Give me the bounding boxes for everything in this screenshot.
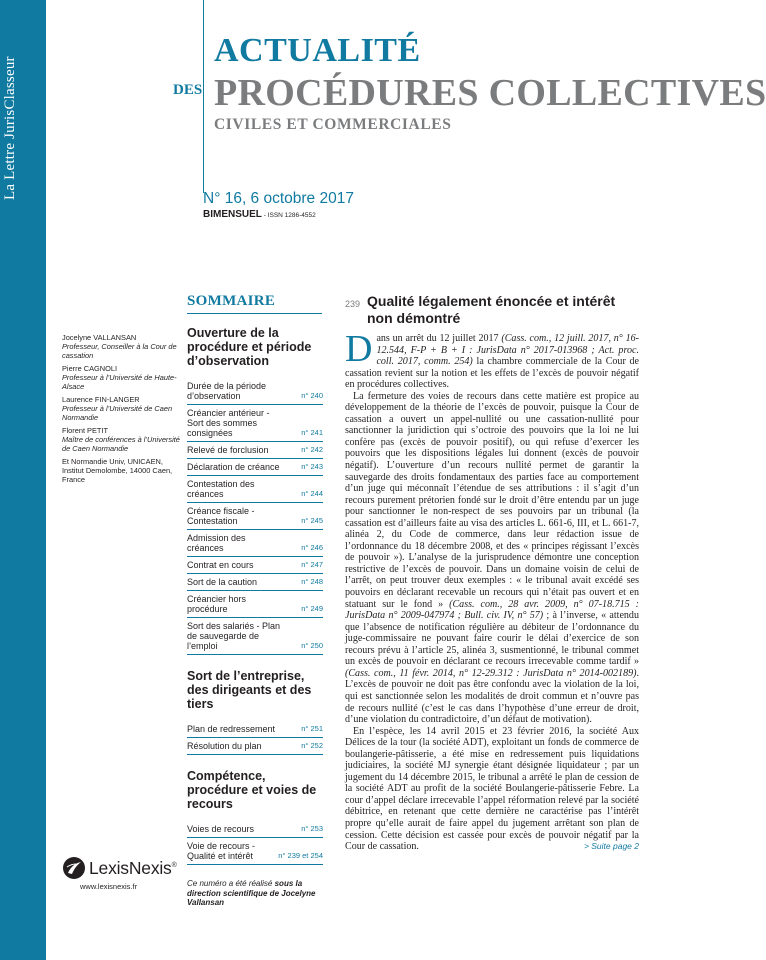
toc-item-label: Sort de la caution (187, 577, 258, 587)
drop-cap: D (345, 328, 373, 370)
toc-item[interactable] (187, 530, 323, 557)
toc-item-label: Sort des salariés - Plan de sauvegarde de l’emploi (187, 621, 281, 651)
logo-wordmark (89, 858, 177, 879)
issue-number: N° 16, 6 octobre 2017 (203, 190, 354, 207)
citation: (Cass. com., 28 avr. 2009, n° 07-18.715 : JurisData n° 2009-047974 ; Bull. civ. IV, n° 57) (345, 598, 639, 622)
text-run: En l’espèce, les 14 avril 2015 et 23 février 2016, la société Aux Délices de la tour (la société ADT), exploitant un fonds de commerce de boulangerie-pâtisserie, a été mise en redressement puis liquidations judiciaires, la société MJ synergie étant désignée liquidateur ; par un jugement du 14 décembre 2015, le tribunal a arrêté le plan de cession de la société ADT au profit de la société Boulangerie-pâtisserie Febre. La cour d’appel déclare irrecevable l’appel réformation relevé par la société débitrice, en retenant que cette dernière ne caractérise pas l’intérêt propre qu’elle aurait de faire appel du jugement arrêtant son plan de cession. Cette décision est cassée pour excès de pouvoir négatif par la Cour de cassation. (345, 725, 639, 853)
toc-item-number: n° 241 (301, 428, 323, 437)
lexisnexis-emblem-icon (62, 856, 86, 880)
toc-item[interactable] (187, 503, 323, 530)
toc-item-number: n° 252 (301, 741, 323, 750)
toc-item-label: Déclaration de créance (187, 462, 280, 472)
toc-item-label: Contrat en cours (187, 560, 254, 570)
toc-item-number: n° 251 (301, 724, 323, 733)
article-paragraph (345, 391, 639, 726)
toc-item-number: n° 240 (301, 391, 323, 400)
toc-section-title: Compétence, procédure et voies de recours (187, 769, 317, 811)
toc-item[interactable] (187, 459, 323, 476)
toc-item[interactable] (187, 476, 323, 503)
contributor (62, 457, 182, 484)
editorial-note-prefix: Ce numéro a été réalisé (187, 879, 275, 888)
title-actualite: ACTUALITÉ (214, 32, 421, 69)
toc-item-label: Voies de recours (187, 824, 255, 834)
toc-item-label: Voie de recours - Qualité et intérêt (187, 841, 256, 861)
sidebar-brand-text: La Lettre JurisClasseur (2, 56, 18, 200)
contributor-name: Laurence FIN-LANGER (62, 395, 140, 404)
sommaire-title: SOMMAIRE (187, 293, 276, 309)
article-paragraph (345, 726, 639, 853)
toc-item-number: n° 244 (301, 489, 323, 498)
citation: (Cass. com., 11 févr. 2014, n° 12-29.312 : JurisData n° 2014-002189) (345, 667, 637, 679)
toc-item-label: Créancier hors procédure (187, 594, 247, 614)
toc-item-number: n° 243 (301, 462, 323, 471)
toc-item[interactable] (187, 591, 323, 618)
periodicity-label: BIMENSUEL (203, 209, 262, 220)
title-des: DES (173, 82, 203, 98)
contributor-name: Jocelyne VALLANSAN (62, 333, 137, 342)
toc-item[interactable] (187, 405, 323, 442)
toc-item-label: Plan de redressement (187, 724, 276, 734)
toc-section (187, 669, 323, 755)
article-paragraph (345, 328, 640, 391)
lexisnexis-logo (62, 856, 177, 880)
text-run: La fermeture des voies de recours dans cette matière est propice au développement de la théorie de l’excès de pouvoir, puisque la Cour de cassation a ouvert un appel-nullité ou une cassation-nullité pour sanctionner la juridiction qui s’octroie des pouvoirs que la loi ne lui confère pas (excès de pouvoir positif), ou qui refuse d’exercer les pouvoirs que les dispositions légales lui donnent (excès de pouvoir négatif). L’ouverture d’un recours nullité permet de garantir la sauvegarde des droits fondamentaux des parties face au comportement d’un juge qui méconnaît l’étendue de ses attributions : il s’agit d’un recours purement prétorien fondé sur le droit d’être entendu par un juge pour sanctionner le non-respect de ses pouvoirs par un tribunal (la cassation est d’ailleurs faite au visa des articles L. 661-6, III, et L. 661-7, alinéa 2, du Code de commerce, dans leur rédaction issue de l’ordonnance du 18 décembre 2008, et des « principes régissant l’excès de pouvoir »). L’analyse de la jurisprudence démontre une conception restrictive de l’excès de pouvoir. Dans un domaine voisin de celui de l’arrêt, on peut trouver deux exemples : « le tribunal avait excédé ses pouvoirs en déclarant recevable un recours qui n’était pas ouvert et en statuant sur le fond » (345, 390, 639, 610)
text-run: ans un arrêt du 12 juillet 2017 (376, 333, 502, 344)
contributor (62, 426, 182, 453)
contributor-role: Professeur à l’Université de Caen Normandie (62, 404, 173, 422)
periodicity (203, 209, 316, 220)
citation: (Cass. com., 12 juill. 2017, n° 16-12.544, F-P + B + I : JurisData n° 2017-013968 ; Act. proc. coll. 2017, comm. 254) (376, 333, 639, 368)
toc-item-number: n° 248 (301, 577, 323, 586)
toc-item[interactable] (187, 557, 323, 574)
contributors-list (62, 333, 182, 488)
contributor (62, 364, 182, 391)
registered-mark: ® (171, 861, 177, 869)
contributor-name: Pierre CAGNOLI (62, 364, 118, 373)
contributor (62, 333, 182, 360)
masthead-rule (203, 0, 204, 193)
toc-section (187, 326, 323, 655)
article-body (345, 328, 640, 853)
contributor (62, 395, 182, 422)
sommaire-rule (187, 313, 322, 314)
editorial-note (187, 879, 323, 908)
issn: - ISSN 1286-4552 (261, 212, 316, 219)
editorial-note-director: sous la direction scientifique de Jocelyne Vallansan (187, 879, 316, 907)
toc-item-number: n° 242 (301, 445, 323, 454)
contributor-name: Et Normandie Univ, UNICAEN, Institut Demolombe, 14000 Caen, France (62, 457, 173, 484)
table-of-contents (187, 324, 323, 908)
toc-item[interactable] (187, 838, 323, 865)
toc-item-number: n° 246 (301, 543, 323, 552)
continued-link[interactable]: > Suite page 2 (583, 841, 639, 852)
toc-item[interactable] (187, 618, 323, 655)
text-run: ; à l’inverse, « attendu que l’absence de notification régulière au débiteur de l’ordonnance du juge-commissaire ne pouvant faire courir le délai d’exercice de son recours prévu à l’article 25, alinéa 3, susmentionné, le tribunal commet un excès de pouvoir en déclarant ce recours irrecevable comme tardif » (345, 610, 639, 668)
toc-item-number: n° 250 (301, 641, 323, 650)
toc-item-number: n° 253 (301, 824, 323, 833)
logo-wordmark-text: LexisNexis (89, 857, 172, 878)
toc-item-label: Créance fiscale - Contestation (187, 506, 255, 526)
website-url[interactable]: www.lexisnexis.fr (80, 882, 138, 891)
toc-item-label: Créancier antérieur - Sort des sommes consignées (187, 408, 270, 438)
toc-item-label: Résolution du plan (187, 741, 262, 751)
toc-item-number: n° 245 (301, 516, 323, 525)
article-number: 239 (345, 299, 361, 309)
toc-item-label: Contestation des créances (187, 479, 255, 499)
title-subtitle: CIVILES ET COMMERCIALES (214, 116, 452, 133)
toc-item[interactable] (187, 821, 323, 838)
text-run: la chambre commerciale de la Cour de cassation revient sur la notion et les effets de l’excès de pouvoir négatif en procédures collectives. (345, 356, 640, 391)
toc-item[interactable] (187, 574, 323, 591)
toc-item-label: Admission des créances (187, 533, 246, 553)
toc-item-number: n° 247 (301, 560, 323, 569)
toc-item[interactable] (187, 721, 323, 738)
article-title: Qualité légalement énoncée et intérêt non démontré (367, 293, 616, 326)
toc-item[interactable] (187, 442, 323, 459)
title-procedures: PROCÉDURES COLLECTIVES (214, 72, 766, 114)
contributor-role: Professeur à l’Université de Haute-Alsace (62, 373, 177, 391)
toc-item-number: n° 239 et 254 (278, 851, 323, 860)
contributor-role: Professeur, Conseiller à la Cour de cassation (62, 342, 177, 360)
toc-section-title: Ouverture de la procédure et période d’observation (187, 326, 312, 368)
toc-item-label: Durée de la période d’observation (187, 381, 267, 401)
toc-item[interactable] (187, 738, 323, 755)
toc-item[interactable] (187, 378, 323, 405)
contributor-name: Florent PETIT (62, 426, 108, 435)
toc-section-title: Sort de l’entreprise, des dirigeants et des tiers (187, 669, 312, 711)
contributor-role: Maître de conférences à l’Université de Caen Normandie (62, 435, 180, 453)
toc-item-label: Relevé de forclusion (187, 445, 269, 455)
sidebar-band (0, 0, 46, 960)
toc-item-number: n° 249 (301, 604, 323, 613)
text-run: . L’excès de pouvoir ne doit pas être confondu avec la violation de la loi, qui est sanctionnée selon les modalités de droit commun et n’ouvre pas de recours nullité (c’est le cas dans l’hypothèse d’une erreur de droit, d’une violation du contradictoire, d’un défaut de motivation). (345, 667, 639, 726)
toc-section (187, 769, 323, 865)
